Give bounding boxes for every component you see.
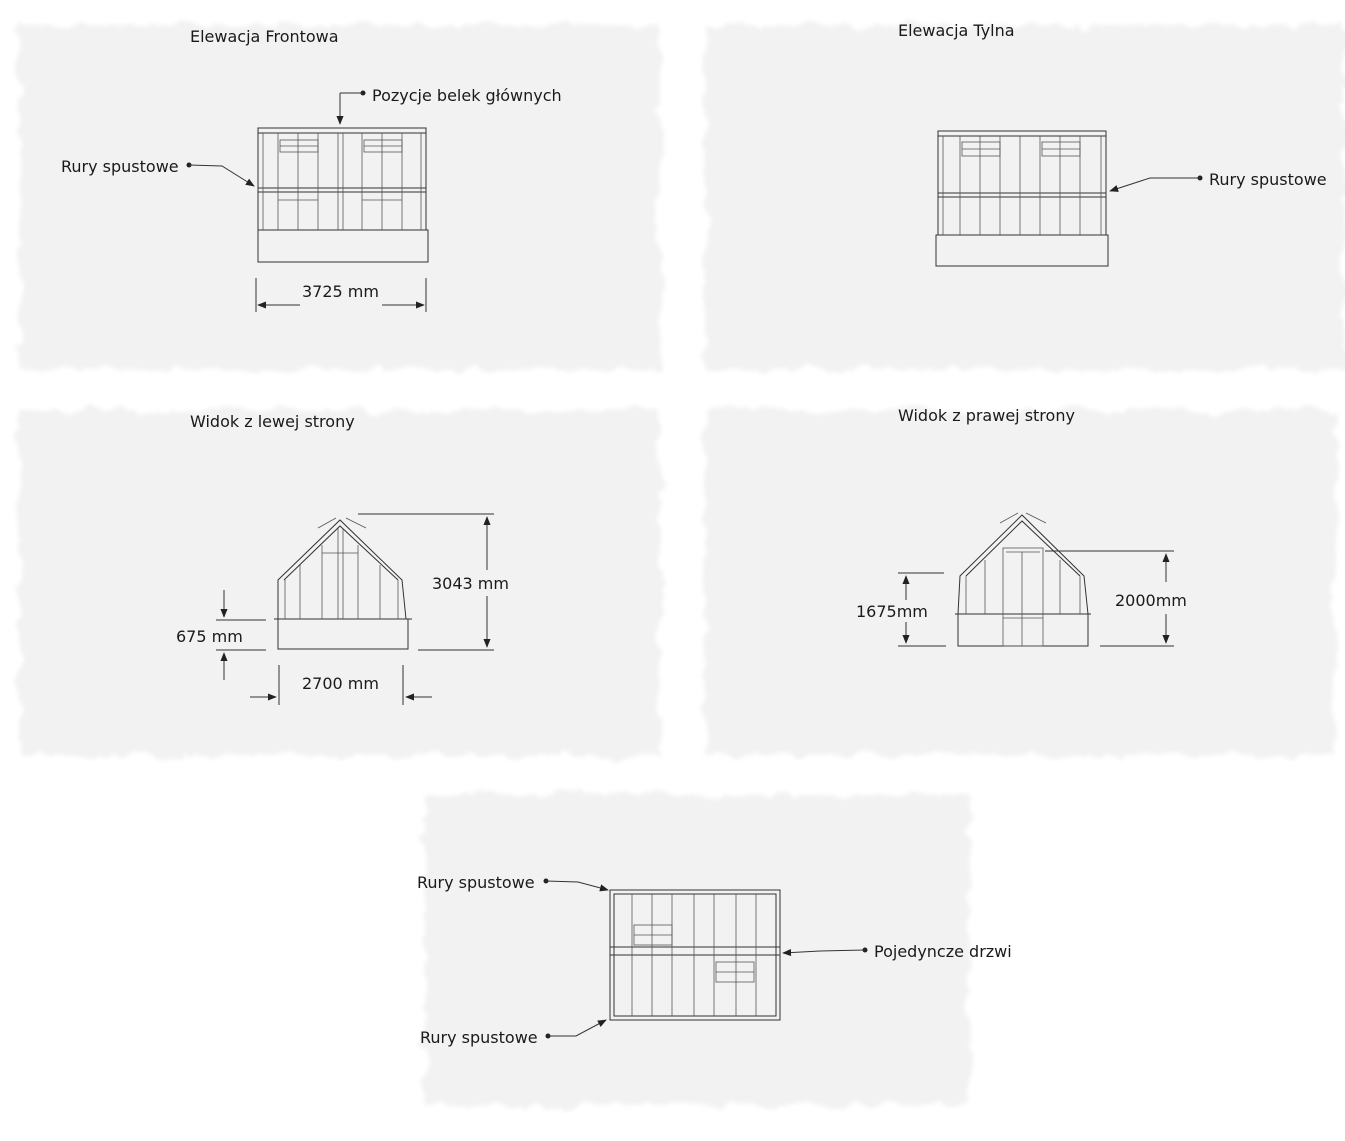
rear-elevation-title: Elewacja Tylna (898, 21, 1015, 40)
front-elevation-panel (20, 25, 660, 370)
right-door-height-dimension: 2000mm (1115, 591, 1187, 610)
plan-downpipes-bottom-label: Rury spustowe (420, 1028, 538, 1047)
right-eave-height-dimension: 1675mm (856, 602, 928, 621)
right-view-title: Widok z prawej strony (898, 406, 1075, 425)
rear-downpipes-label: Rury spustowe (1209, 170, 1327, 189)
plan-downpipes-top-label: Rury spustowe (417, 873, 535, 892)
front-downpipes-label: Rury spustowe (61, 157, 179, 176)
left-view-title: Widok z lewej strony (190, 412, 355, 431)
left-total-height-dimension: 3043 mm (432, 574, 509, 593)
right-view-panel (705, 410, 1335, 755)
main-beams-label: Pozycje belek głównych (372, 86, 562, 105)
left-base-height-dimension: 675 mm (176, 627, 243, 646)
left-view-panel (20, 410, 660, 755)
front-elevation-title: Elewacja Frontowa (190, 27, 339, 46)
single-door-label: Pojedyncze drzwi (874, 942, 1012, 961)
front-width-dimension: 3725 mm (302, 282, 379, 301)
left-width-dimension: 2700 mm (302, 674, 379, 693)
